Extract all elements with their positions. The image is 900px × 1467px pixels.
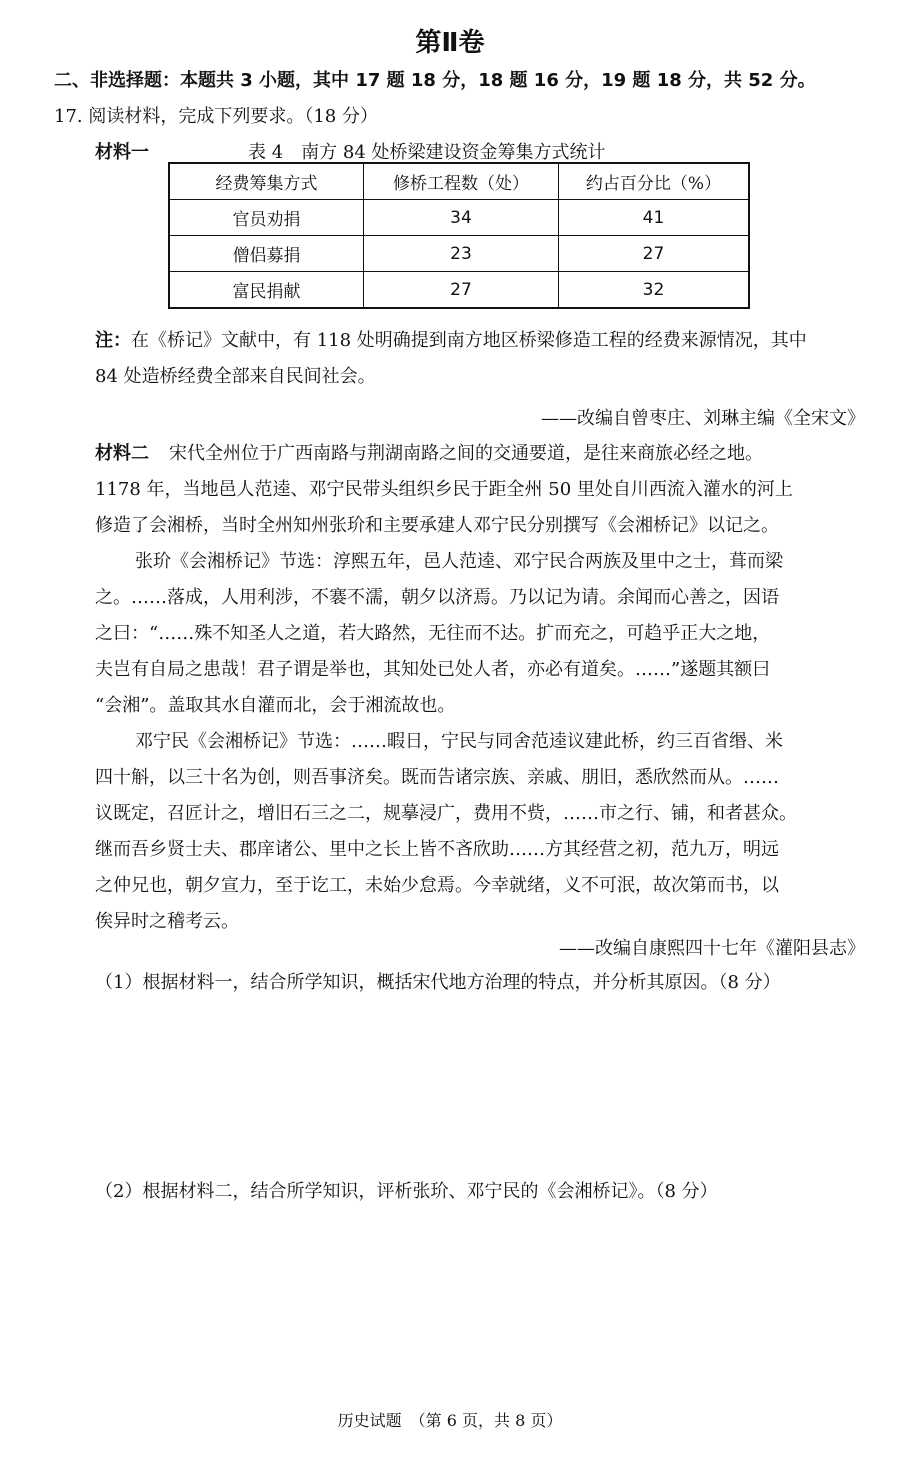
note-text: 在《桥记》文献中，有 118 处明确提到南方地区桥梁修造工程的经费来源情况，其中: [131, 330, 807, 351]
sub-question-2: （2）根据材料二，结合所学知识，评析张玠、邓宁民的《会湘桥记》。（8 分）: [95, 1181, 718, 1202]
material2-line: 修造了会湘桥，当时全州知州张玠和主要承建人邓宁民分别撰写《会湘桥记》以记之。: [95, 515, 779, 536]
table-cell: 27: [364, 272, 559, 309]
note-line: 84 处造桥经费全部来自民间社会。: [95, 366, 376, 387]
material1-label: 材料一: [95, 142, 149, 163]
table-header-cell: 约占百分比（%）: [559, 163, 750, 200]
table-cell: 官员劝捐: [169, 200, 364, 236]
funding-table: [168, 162, 750, 309]
table-caption: 表 4 南方 84 处桥梁建设资金筹集方式统计: [248, 142, 606, 163]
material2-label: 材料二: [95, 443, 149, 464]
material2-line: 邓宁民《会湘桥记》节选：……暇日，宁民与同舍范逵议建此桥，约三百省缗、米: [135, 731, 783, 752]
table-cell: 23: [364, 236, 559, 272]
table-cell: 34: [364, 200, 559, 236]
material2-line: 张玠《会湘桥记》节选：淳熙五年，邑人范逵、邓宁民合两族及里中之士，葺而梁: [135, 551, 783, 572]
material2-line: 四十斛，以三十名为创，则吾事济矣。既而告诸宗族、亲戚、朋旧，悉欣然而从。……: [95, 767, 779, 788]
material2-line: “会湘”。盖取其水自灌而北，会于湘流故也。: [95, 695, 456, 716]
sub-question-1: （1）根据材料一，结合所学知识，概括宋代地方治理的特点，并分析其原因。（8 分）: [95, 972, 781, 993]
table-cell: 32: [559, 272, 750, 309]
table-cell: 富民捐献: [169, 272, 364, 309]
table-cell: 27: [559, 236, 750, 272]
table-cell: 41: [559, 200, 750, 236]
table-header-cell: 修桥工程数（处）: [364, 163, 559, 200]
note-line: [95, 328, 865, 354]
material2-text: 宋代全州位于广西南路与荆湖南路之间的交通要道，是往来商旅必经之地。: [169, 443, 763, 464]
table-row: [169, 200, 749, 236]
material2-line: 继而吾乡贤士夫、郡庠诸公、里中之长上皆不吝欣助……方其经营之初，范九万，明远: [95, 839, 779, 860]
material2-line: 俟异时之稽考云。: [95, 911, 239, 932]
material2-first-line: [95, 441, 865, 467]
table-header-cell: 经费筹集方式: [169, 163, 364, 200]
page-title: 第Ⅱ卷: [415, 28, 485, 58]
material2-line: 夫岂有自局之患哉！君子谓是举也，其知处已处人者，亦必有道矣。……”遂题其额曰: [95, 659, 771, 680]
material2-line: 之仲兄也，朝夕宣力，至于讫工，未始少怠焉。今幸就绪，义不可泯，故次第而书，以: [95, 875, 779, 896]
material2-line: 议既定，召匠计之，增旧石三之二，规摹浸广，费用不赀，……市之行、铺，和者甚众。: [95, 803, 797, 824]
material2-line: 1178 年，当地邑人范逵、邓宁民带头组织乡民于距全州 50 里处自川西流入灌水的河上: [95, 479, 793, 500]
material2-line: 之曰：“……殊不知圣人之道，若大路然，无往而不达。扩而充之，可趋乎正大之地，: [95, 623, 771, 644]
material1-source: ——改编自曾枣庄、刘琳主编《全宋文》: [541, 408, 865, 429]
material2-line: 之。……落成，人用利涉，不褰不濡，朝夕以济焉。乃以记为请。余闻而心善之，因语: [95, 587, 779, 608]
table-row: [169, 272, 749, 309]
table-header-row: [169, 163, 749, 200]
table-cell: 僧侣募捐: [169, 236, 364, 272]
page-footer: 历史试题 （第 6 页，共 8 页）: [337, 1411, 563, 1430]
question-17: 17. 阅读材料，完成下列要求。（18 分）: [54, 106, 378, 127]
section-header: 二、非选择题：本题共 3 小题，其中 17 题 18 分，18 题 16 分，19 题 18 分，共 52 分。: [54, 70, 816, 91]
note-label: 注：: [95, 330, 131, 351]
table-row: [169, 236, 749, 272]
material2-source: ——改编自康熙四十七年《灌阳县志》: [559, 938, 865, 959]
